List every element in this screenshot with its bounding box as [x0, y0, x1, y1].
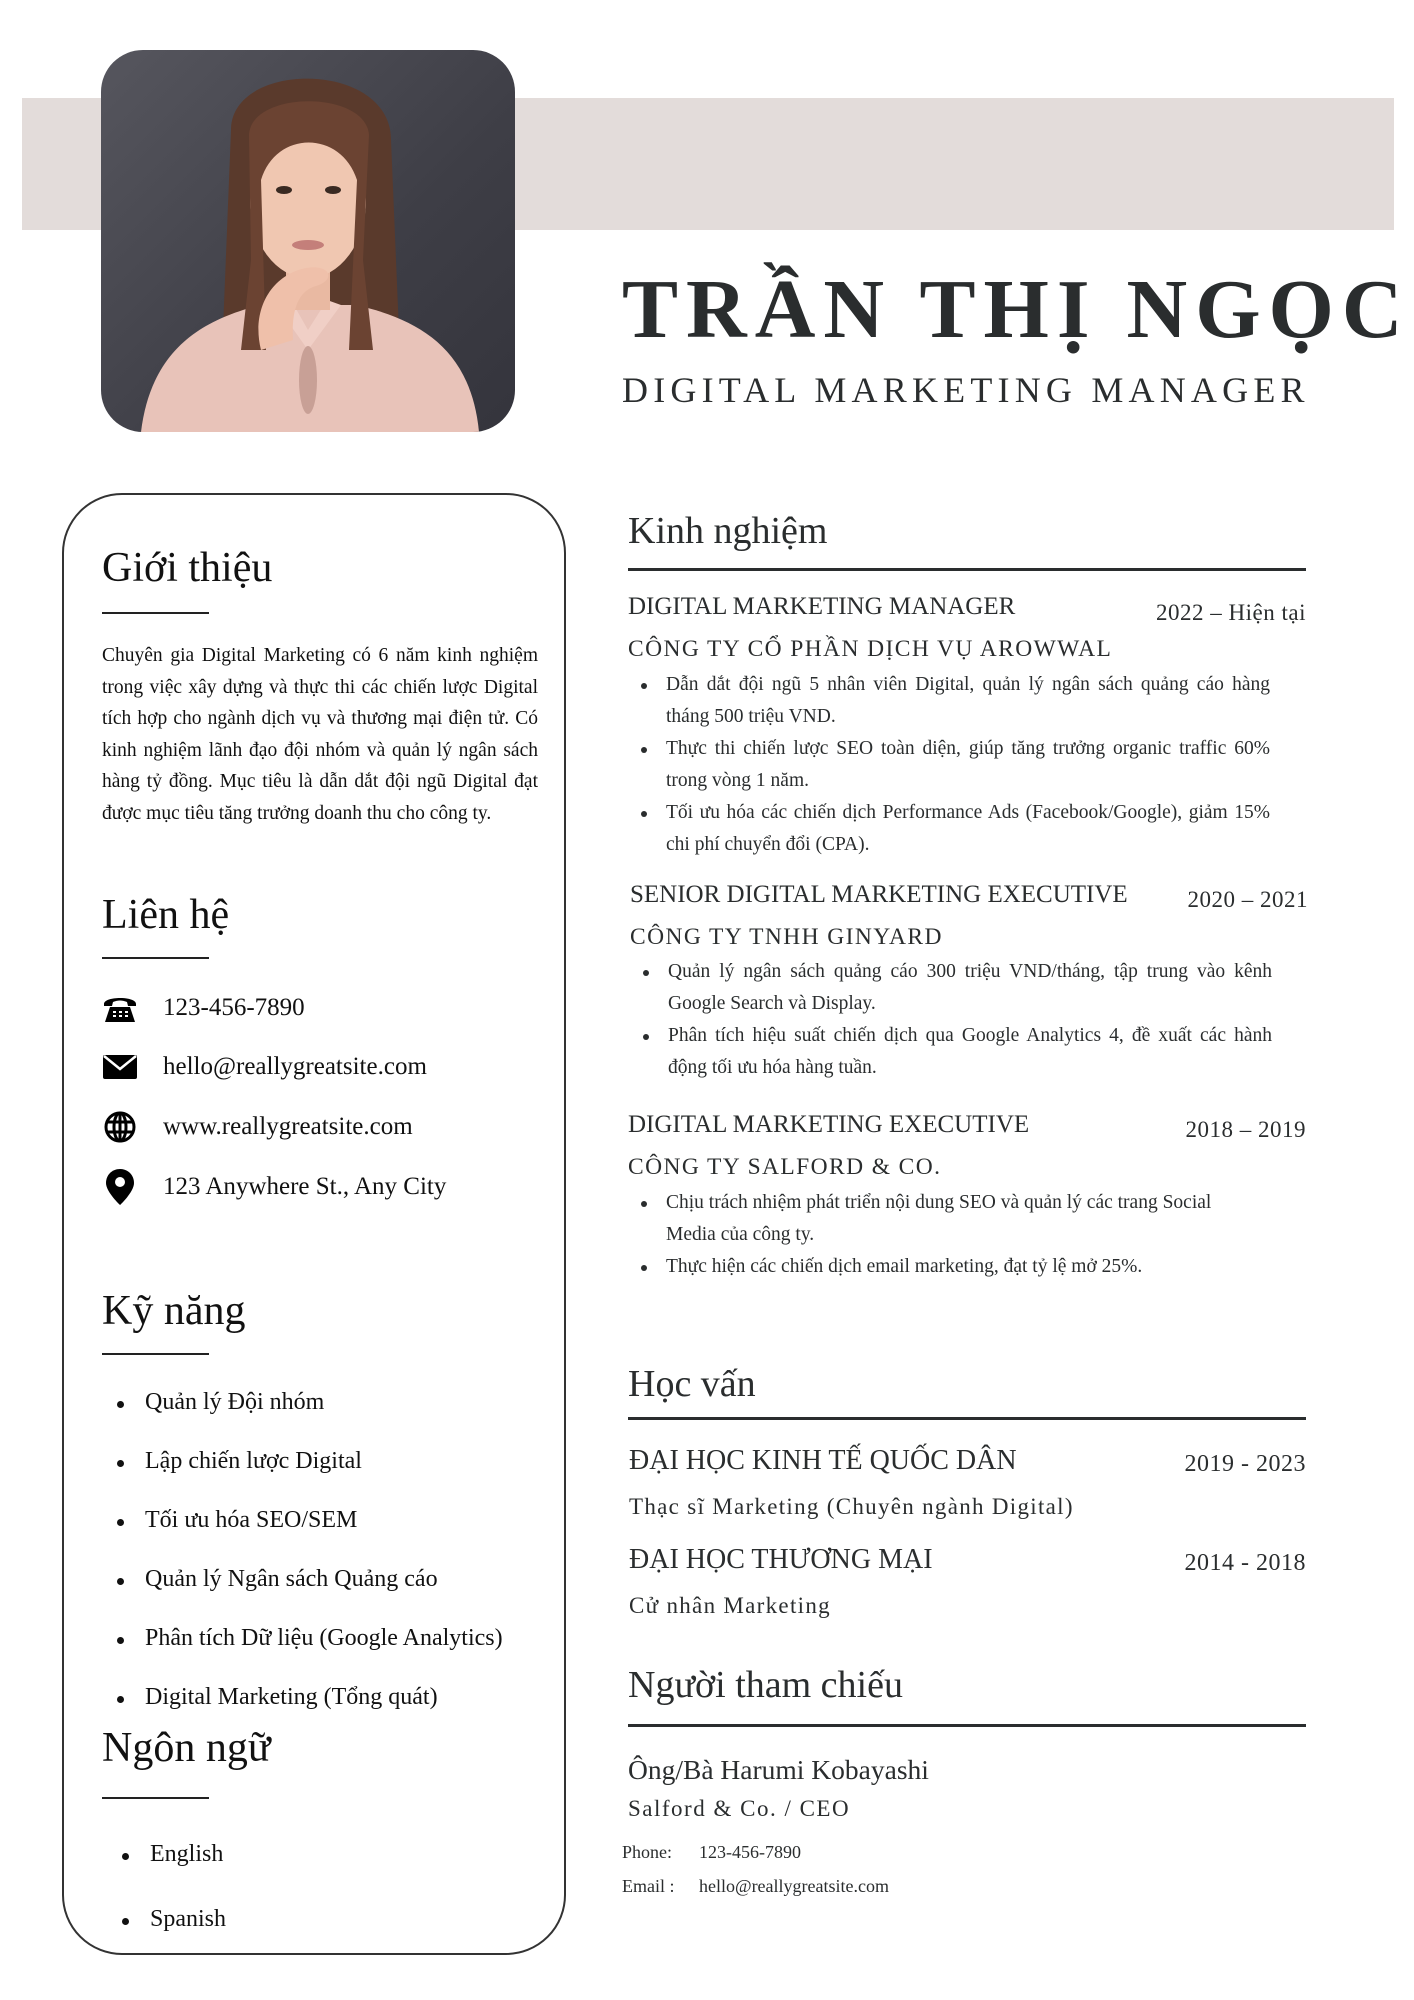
edu-degree: Cử nhân Marketing	[629, 1593, 831, 1618]
phone-icon	[102, 990, 138, 1026]
job-bullet: Phân tích hiệu suất chiến dịch qua Google Analytics 4, đề xuất các hành động tối ưu hóa hàng tuần.	[632, 1020, 1272, 1084]
job-dates: 2020 – 2021	[1187, 887, 1308, 912]
contact-email-value[interactable]: hello@reallygreatsite.com	[163, 1053, 427, 1080]
job-bullet: Quản lý ngân sách quảng cáo 300 triệu VND/tháng, tập trung vào kênh Google Search và Display.	[632, 956, 1272, 1020]
job-bullets	[630, 669, 1270, 861]
reference-name: Ông/Bà Harumi Kobayashi	[628, 1754, 929, 1785]
job-bullet: Dẫn dắt đội ngũ 5 nhân viên Digital, quản lý ngân sách quảng cáo hàng tháng 500 triệu VND.	[630, 669, 1270, 733]
skills-heading: Kỹ năng	[102, 1288, 246, 1334]
job-dates: 2018 – 2019	[1185, 1117, 1306, 1142]
reference-divider	[628, 1724, 1306, 1727]
job-title: DIGITAL MARKETING MANAGER	[628, 593, 1016, 620]
experience-divider	[628, 568, 1306, 571]
edu-school: ĐẠI HỌC THƯƠNG MẠI	[629, 1544, 933, 1575]
reference-phone-value: 123-456-7890	[699, 1842, 801, 1862]
job-bullet: Tối ưu hóa các chiến dịch Performance Ads (Facebook/Google), giảm 15% chi phí chuyển đổi (CPA).	[630, 797, 1270, 861]
contact-email	[102, 1047, 427, 1087]
skills-divider	[102, 1353, 209, 1355]
reference-email-value[interactable]: hello@reallygreatsite.com	[699, 1876, 890, 1896]
job-company: CÔNG TY TNHH GINYARD	[630, 924, 943, 950]
experience-heading: Kinh nghiệm	[628, 510, 828, 552]
contact-phone-value: 123-456-7890	[163, 994, 305, 1021]
contact-phone	[102, 988, 305, 1028]
contact-address-value: 123 Anywhere St., Any City	[163, 1173, 447, 1200]
job-bullet: Thực thi chiến lược SEO toàn diện, giúp tăng trưởng organic traffic 60% trong vòng 1 năm.	[630, 733, 1270, 797]
job-bullets	[630, 1187, 1270, 1283]
location-pin-icon	[102, 1169, 138, 1205]
job-title: DIGITAL MARKETING EXECUTIVE	[628, 1111, 1030, 1138]
contact-website	[102, 1107, 413, 1147]
reference-email-label: Email :	[622, 1876, 675, 1896]
about-divider	[102, 612, 209, 614]
reference-heading: Người tham chiếu	[628, 1664, 903, 1706]
email-icon	[102, 1049, 138, 1085]
contact-heading: Liên hệ	[102, 892, 230, 938]
about-text: Chuyên gia Digital Marketing có 6 năm kinh nghiệm trong việc xây dựng và thực thi các chiến lược Digital tích hợp cho ngành dịch vụ và thương mại điện tử. Có kinh nghiệm lãnh đạo đội nhóm và quản lý ngân sách hàng tỷ đồng. Mục tiêu là dẫn dắt đội ngũ Digital đạt được mục tiêu tăng trưởng doanh thu cho công ty.	[102, 645, 538, 824]
job-bullet: Thực hiện các chiến dịch email marketing, đạt tỷ lệ mở 25%.	[630, 1251, 1270, 1283]
candidate-name: TRẦN THỊ NGỌC	[622, 263, 1411, 356]
profile-photo	[101, 50, 515, 432]
job-bullet: Chịu trách nhiệm phát triển nội dung SEO và quản lý các trang Social Media của công ty.	[630, 1187, 1226, 1251]
job-company: CÔNG TY SALFORD & CO.	[628, 1154, 942, 1180]
job-bullets	[632, 956, 1272, 1084]
edu-school: ĐẠI HỌC KINH TẾ QUỐC DÂN	[629, 1445, 1017, 1476]
globe-icon	[102, 1109, 138, 1145]
about-heading: Giới thiệu	[102, 545, 273, 591]
contact-divider	[102, 957, 209, 959]
edu-degree: Thạc sĩ Marketing (Chuyên ngành Digital)	[629, 1494, 1074, 1519]
edu-dates: 2014 - 2018	[1184, 1550, 1306, 1576]
contact-address	[102, 1167, 447, 1207]
education-divider	[628, 1417, 1306, 1420]
contact-website-value[interactable]: www.reallygreatsite.com	[163, 1113, 413, 1140]
reference-company: Salford & Co. / CEO	[628, 1796, 851, 1821]
job-dates: 2022 – Hiện tại	[1156, 600, 1306, 625]
candidate-role: DIGITAL MARKETING MANAGER	[622, 370, 1310, 410]
languages-divider	[102, 1797, 209, 1799]
education-heading: Học vấn	[628, 1363, 756, 1405]
edu-dates: 2019 - 2023	[1184, 1451, 1306, 1477]
job-title: SENIOR DIGITAL MARKETING EXECUTIVE	[630, 881, 1128, 908]
languages-heading: Ngôn ngữ	[102, 1725, 271, 1771]
job-company: CÔNG TY CỔ PHẦN DỊCH VỤ AROWWAL	[628, 636, 1113, 662]
reference-phone-label: Phone:	[622, 1842, 673, 1862]
